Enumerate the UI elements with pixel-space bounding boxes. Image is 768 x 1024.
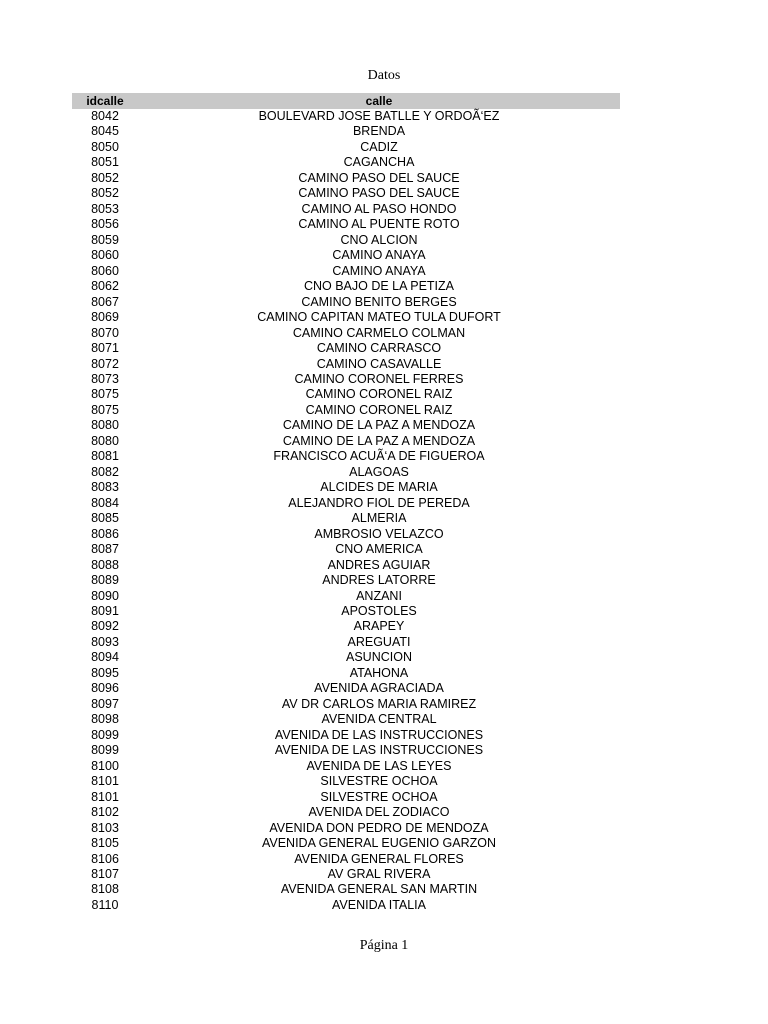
table-row <box>72 233 620 248</box>
table-row <box>72 403 620 418</box>
table-row <box>72 496 620 511</box>
cell-idcalle: 8108 <box>91 882 119 897</box>
cell-calle: ATAHONA <box>349 665 409 680</box>
table-row <box>72 527 620 542</box>
cell-calle: CAGANCHA <box>343 155 415 170</box>
cell-calle: ALCIDES DE MARIA <box>320 480 438 495</box>
data-table-container <box>72 93 620 913</box>
cell-calle: AVENIDA DE LAS INSTRUCCIONES <box>274 727 484 742</box>
cell-calle: AV GRAL RIVERA <box>327 866 431 881</box>
cell-idcalle: 8100 <box>91 758 119 773</box>
table-row <box>72 681 620 696</box>
table-row <box>72 140 620 155</box>
table-row <box>72 202 620 217</box>
cell-idcalle: 8080 <box>91 418 119 433</box>
table-row <box>72 697 620 712</box>
cell-idcalle: 8084 <box>91 495 119 510</box>
cell-calle: CADIZ <box>360 139 398 154</box>
table-row <box>72 852 620 867</box>
table-row <box>72 759 620 774</box>
cell-calle: CAMINO CORONEL RAIZ <box>305 402 453 417</box>
cell-idcalle: 8099 <box>91 743 119 758</box>
cell-calle: CAMINO AL PUENTE ROTO <box>298 217 460 232</box>
table-row <box>72 712 620 727</box>
cell-calle: CAMINO CARMELO COLMAN <box>292 325 466 340</box>
cell-calle: AV DR CARLOS MARIA RAMIREZ <box>281 696 477 711</box>
table-row <box>72 558 620 573</box>
cell-idcalle: 8080 <box>91 433 119 448</box>
cell-calle: ANDRES LATORRE <box>322 573 436 588</box>
table-row <box>72 619 620 634</box>
cell-calle: CAMINO CORONEL FERRES <box>294 371 464 386</box>
cell-idcalle: 8042 <box>91 109 119 123</box>
cell-idcalle: 8081 <box>91 449 119 464</box>
table-row <box>72 836 620 851</box>
cell-calle: AMBROSIO VELAZCO <box>314 526 444 541</box>
cell-calle: APOSTOLES <box>341 604 417 618</box>
table-row <box>72 882 620 897</box>
cell-calle: CAMINO CAPITAN MATEO TULA DUFORT <box>257 310 501 325</box>
cell-idcalle: 8056 <box>91 217 119 232</box>
cell-idcalle: 8069 <box>91 310 119 325</box>
cell-calle: AVENIDA GENERAL EUGENIO GARZON <box>261 836 497 851</box>
table-row <box>72 248 620 263</box>
cell-idcalle: 8059 <box>91 232 119 247</box>
cell-idcalle: 8099 <box>91 727 119 742</box>
cell-calle: FRANCISCO ACUÃ‘A DE FIGUEROA <box>273 449 485 464</box>
cell-calle: AVENIDA DE LAS INSTRUCCIONES <box>274 743 484 758</box>
cell-calle: AVENIDA DE LAS LEYES <box>306 758 452 773</box>
table-row <box>72 310 620 325</box>
cell-calle: BRENDA <box>352 124 406 139</box>
cell-calle: CAMINO PASO DEL SAUCE <box>298 186 460 201</box>
table-row <box>72 743 620 758</box>
cell-calle: SILVESTRE OCHOA <box>320 789 438 804</box>
table-row <box>72 790 620 805</box>
table-row <box>72 264 620 279</box>
cell-calle: CNO ALCION <box>340 232 418 247</box>
cell-idcalle: 8070 <box>91 325 119 340</box>
cell-idcalle: 8051 <box>91 155 119 170</box>
column-header-idcalle: idcalle <box>72 93 138 109</box>
table-row <box>72 326 620 341</box>
table-header-row <box>72 93 620 109</box>
page-title: Datos <box>367 68 401 83</box>
cell-idcalle: 8093 <box>91 634 119 649</box>
cell-calle: AVENIDA DEL ZODIACO <box>308 805 450 820</box>
cell-idcalle: 8091 <box>91 604 119 618</box>
table-row <box>72 650 620 665</box>
cell-idcalle: 8101 <box>91 789 119 804</box>
table-row <box>72 604 620 619</box>
cell-calle: CAMINO CASAVALLE <box>316 356 442 371</box>
cell-calle: AVENIDA CENTRAL <box>321 712 437 727</box>
cell-calle: CAMINO ANAYA <box>332 263 426 278</box>
cell-idcalle: 8071 <box>91 341 119 356</box>
cell-calle: CAMINO DE LA PAZ A MENDOZA <box>282 433 476 448</box>
cell-calle: ARAPEY <box>353 619 405 634</box>
cell-calle: SILVESTRE OCHOA <box>320 774 438 789</box>
cell-idcalle: 8052 <box>91 186 119 201</box>
cell-calle: ANZANI <box>356 588 402 603</box>
table-row <box>72 449 620 464</box>
page-number: Página 1 <box>359 938 409 953</box>
cell-idcalle: 8095 <box>91 665 119 680</box>
cell-idcalle: 8053 <box>91 201 119 216</box>
cell-idcalle: 8067 <box>91 294 119 309</box>
cell-calle: CAMINO DE LA PAZ A MENDOZA <box>282 418 476 433</box>
cell-idcalle: 8052 <box>91 170 119 185</box>
data-table <box>72 93 620 913</box>
cell-idcalle: 8082 <box>91 464 119 479</box>
table-row <box>72 480 620 495</box>
cell-idcalle: 8101 <box>91 774 119 789</box>
table-row <box>72 805 620 820</box>
cell-idcalle: 8087 <box>91 542 119 557</box>
cell-calle: CAMINO BENITO BERGES <box>301 294 457 309</box>
cell-idcalle: 8062 <box>91 279 119 294</box>
cell-calle: ALMERIA <box>351 511 407 526</box>
cell-calle: ALAGOAS <box>349 464 409 479</box>
cell-idcalle: 8060 <box>91 248 119 263</box>
table-row <box>72 279 620 294</box>
cell-calle: ALEJANDRO FIOL DE PEREDA <box>288 495 470 510</box>
table-row <box>72 573 620 588</box>
cell-calle: AVENIDA ITALIA <box>331 897 426 912</box>
cell-calle: ANDRES AGUIAR <box>327 557 431 572</box>
cell-idcalle: 8105 <box>91 836 119 851</box>
table-row <box>72 434 620 449</box>
table-row <box>72 372 620 387</box>
cell-idcalle: 8103 <box>91 820 119 835</box>
cell-idcalle: 8094 <box>91 650 119 665</box>
cell-idcalle: 8060 <box>91 263 119 278</box>
cell-calle: CNO BAJO DE LA PETIZA <box>303 279 455 294</box>
cell-idcalle: 8072 <box>91 356 119 371</box>
cell-calle: CAMINO CARRASCO <box>316 341 442 356</box>
cell-idcalle: 8106 <box>91 851 119 866</box>
cell-idcalle: 8050 <box>91 139 119 154</box>
table-row <box>72 589 620 604</box>
cell-calle: CAMINO ANAYA <box>332 248 426 263</box>
cell-idcalle: 8085 <box>91 511 119 526</box>
table-row <box>72 821 620 836</box>
cell-calle: AVENIDA GENERAL FLORES <box>294 851 464 866</box>
cell-idcalle: 8102 <box>91 805 119 820</box>
cell-idcalle: 8096 <box>91 681 119 696</box>
table-row <box>72 217 620 232</box>
table-row <box>72 728 620 743</box>
table-row <box>72 387 620 402</box>
cell-idcalle: 8089 <box>91 573 119 588</box>
table-row <box>72 341 620 356</box>
table-row <box>72 186 620 201</box>
cell-calle: BOULEVARD JOSE BATLLE Y ORDOÃ‘EZ <box>258 109 500 123</box>
table-row <box>72 898 620 913</box>
cell-calle: CAMINO CORONEL RAIZ <box>305 387 453 402</box>
table-row <box>72 635 620 650</box>
cell-calle: AVENIDA DON PEDRO DE MENDOZA <box>269 820 489 835</box>
cell-idcalle: 8090 <box>91 588 119 603</box>
cell-idcalle: 8075 <box>91 387 119 402</box>
cell-calle: CAMINO PASO DEL SAUCE <box>298 170 460 185</box>
table-row <box>72 124 620 139</box>
cell-calle: CNO AMERICA <box>335 542 423 557</box>
cell-calle: AREGUATI <box>347 634 411 649</box>
cell-idcalle: 8075 <box>91 402 119 417</box>
table-row <box>72 774 620 789</box>
table-row <box>72 155 620 170</box>
cell-idcalle: 8083 <box>91 480 119 495</box>
table-row <box>72 542 620 557</box>
table-row <box>72 109 620 124</box>
cell-idcalle: 8097 <box>91 696 119 711</box>
cell-idcalle: 8107 <box>91 866 119 881</box>
table-row <box>72 171 620 186</box>
table-row <box>72 357 620 372</box>
table-row <box>72 666 620 681</box>
cell-idcalle: 8045 <box>91 124 119 139</box>
cell-idcalle: 8088 <box>91 557 119 572</box>
cell-calle: AVENIDA AGRACIADA <box>314 681 444 696</box>
cell-calle: CAMINO AL PASO HONDO <box>301 201 457 216</box>
cell-calle: AVENIDA GENERAL SAN MARTIN <box>280 882 478 897</box>
table-row <box>72 465 620 480</box>
cell-idcalle: 8086 <box>91 526 119 541</box>
cell-idcalle: 8098 <box>91 712 119 727</box>
cell-idcalle: 8092 <box>91 619 119 634</box>
cell-calle: ASUNCION <box>346 650 412 665</box>
table-body <box>72 109 620 913</box>
table-row <box>72 295 620 310</box>
cell-idcalle: 8110 <box>91 897 119 912</box>
table-row <box>72 418 620 433</box>
cell-idcalle: 8073 <box>91 371 119 386</box>
table-row <box>72 867 620 882</box>
column-header-calle: calle <box>138 93 620 109</box>
table-row <box>72 511 620 526</box>
